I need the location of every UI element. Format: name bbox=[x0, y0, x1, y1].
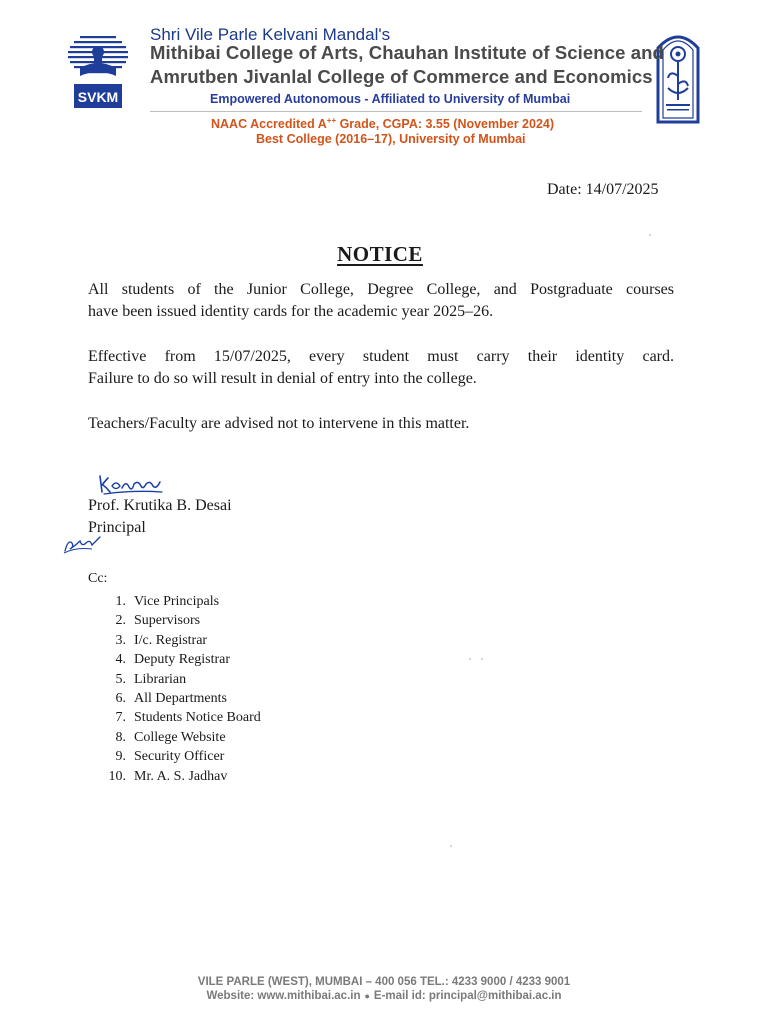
cc-item-number: 5. bbox=[115, 671, 126, 687]
paragraph-line: have been issued identity cards for the academic year 2025–26. bbox=[88, 303, 494, 320]
cc-item-text: Supervisors bbox=[134, 613, 201, 629]
scan-speck bbox=[469, 658, 471, 660]
cc-item-number: 8. bbox=[115, 729, 126, 745]
paragraph-id-cards bbox=[88, 279, 674, 323]
paragraph-line: Failure to do so will result in denial of entry into the college. bbox=[88, 370, 477, 387]
cc-item-number: 4. bbox=[115, 652, 126, 668]
scan-speck bbox=[450, 845, 452, 847]
cc-list-item bbox=[100, 592, 261, 611]
naac-accreditation bbox=[211, 116, 554, 131]
scan-speck bbox=[649, 234, 651, 236]
naac-prefix: NAAC Accredited A bbox=[211, 117, 327, 132]
scan-speck bbox=[481, 658, 483, 660]
cc-item-number: 3. bbox=[115, 632, 126, 648]
svkm-logo bbox=[66, 30, 130, 112]
footer-address: VILE PARLE (WEST), MUMBAI – 400 056 TEL.: 4233 9000 / 4233 9001 bbox=[197, 976, 571, 988]
cc-item-text: Mr. A. S. Jadhav bbox=[134, 768, 228, 784]
cc-item-text: Students Notice Board bbox=[134, 710, 261, 726]
cc-item-text: Librarian bbox=[134, 671, 187, 687]
signatory-name: Prof. Krutika B. Desai bbox=[88, 497, 232, 514]
cc-item-text: All Departments bbox=[134, 690, 227, 706]
notice-title-text: NOTICE bbox=[337, 242, 423, 266]
cc-list-item bbox=[100, 631, 261, 650]
notice-title bbox=[0, 242, 760, 267]
cc-list bbox=[100, 592, 261, 786]
college-name-line-1: Mithibai College of Arts, Chauhan Institute of Science and bbox=[150, 42, 664, 63]
paragraph-line: All students of the Junior College, Degree College, and Postgraduate courses bbox=[88, 281, 674, 298]
best-college-line: Best College (2016–17), University of Mumbai bbox=[256, 132, 526, 146]
cc-list-item bbox=[100, 611, 261, 630]
handwritten-signature bbox=[96, 470, 166, 498]
cc-item-number: 1. bbox=[115, 594, 126, 609]
footer-website: Website: www.mithibai.ac.in bbox=[206, 990, 361, 1002]
paragraph-line: Teachers/Faculty are advised not to intervene in this matter. bbox=[88, 415, 470, 432]
naac-grade-superscript: ++ bbox=[326, 116, 337, 125]
cc-list-item bbox=[100, 650, 261, 669]
footer-email: E-mail id: principal@mithibai.ac.in bbox=[373, 990, 562, 1002]
cc-label: Cc: bbox=[88, 571, 108, 586]
cc-list-item bbox=[100, 728, 261, 747]
paragraph-effective-date bbox=[88, 346, 674, 390]
paragraph-line: Effective from 15/07/2025, every student must carry their identity card. bbox=[88, 348, 674, 365]
svkm-logo-text: SVKM bbox=[77, 89, 119, 105]
letterhead-divider bbox=[150, 111, 642, 112]
notice-date: Date: 14/07/2025 bbox=[547, 181, 659, 198]
cc-item-text: Deputy Registrar bbox=[134, 652, 231, 668]
cc-list-item bbox=[100, 689, 261, 708]
cc-list-item bbox=[100, 670, 261, 689]
paragraph-faculty-advice bbox=[88, 413, 674, 435]
signatory-title: Principal bbox=[88, 519, 146, 536]
cc-list-item bbox=[100, 767, 261, 786]
cc-item-text: College Website bbox=[134, 729, 226, 745]
cc-item-text: Vice Principals bbox=[134, 594, 220, 609]
footer-contact bbox=[0, 990, 768, 1002]
cc-item-number: 10. bbox=[108, 768, 126, 784]
cc-item-number: 2. bbox=[115, 613, 126, 629]
cc-list-item bbox=[100, 708, 261, 727]
college-emblem bbox=[654, 26, 702, 124]
cc-item-text: Security Officer bbox=[134, 749, 225, 765]
cc-item-number: 7. bbox=[115, 710, 126, 726]
cc-item-number: 9. bbox=[115, 749, 126, 765]
cc-item-number: 6. bbox=[115, 690, 126, 706]
affiliation-line: Empowered Autonomous - Affiliated to University of Mumbai bbox=[210, 92, 571, 106]
cc-list-item bbox=[100, 747, 261, 766]
bullet-dot-icon: ● bbox=[364, 990, 370, 1001]
trust-name: Shri Vile Parle Kelvani Mandal's bbox=[150, 25, 391, 44]
cc-item-text: I/c. Registrar bbox=[134, 632, 208, 648]
naac-suffix: Grade, CGPA: 3.55 (November 2024) bbox=[336, 117, 555, 132]
college-name-line-2: Amrutben Jivanlal College of Commerce and Economics bbox=[150, 66, 653, 87]
